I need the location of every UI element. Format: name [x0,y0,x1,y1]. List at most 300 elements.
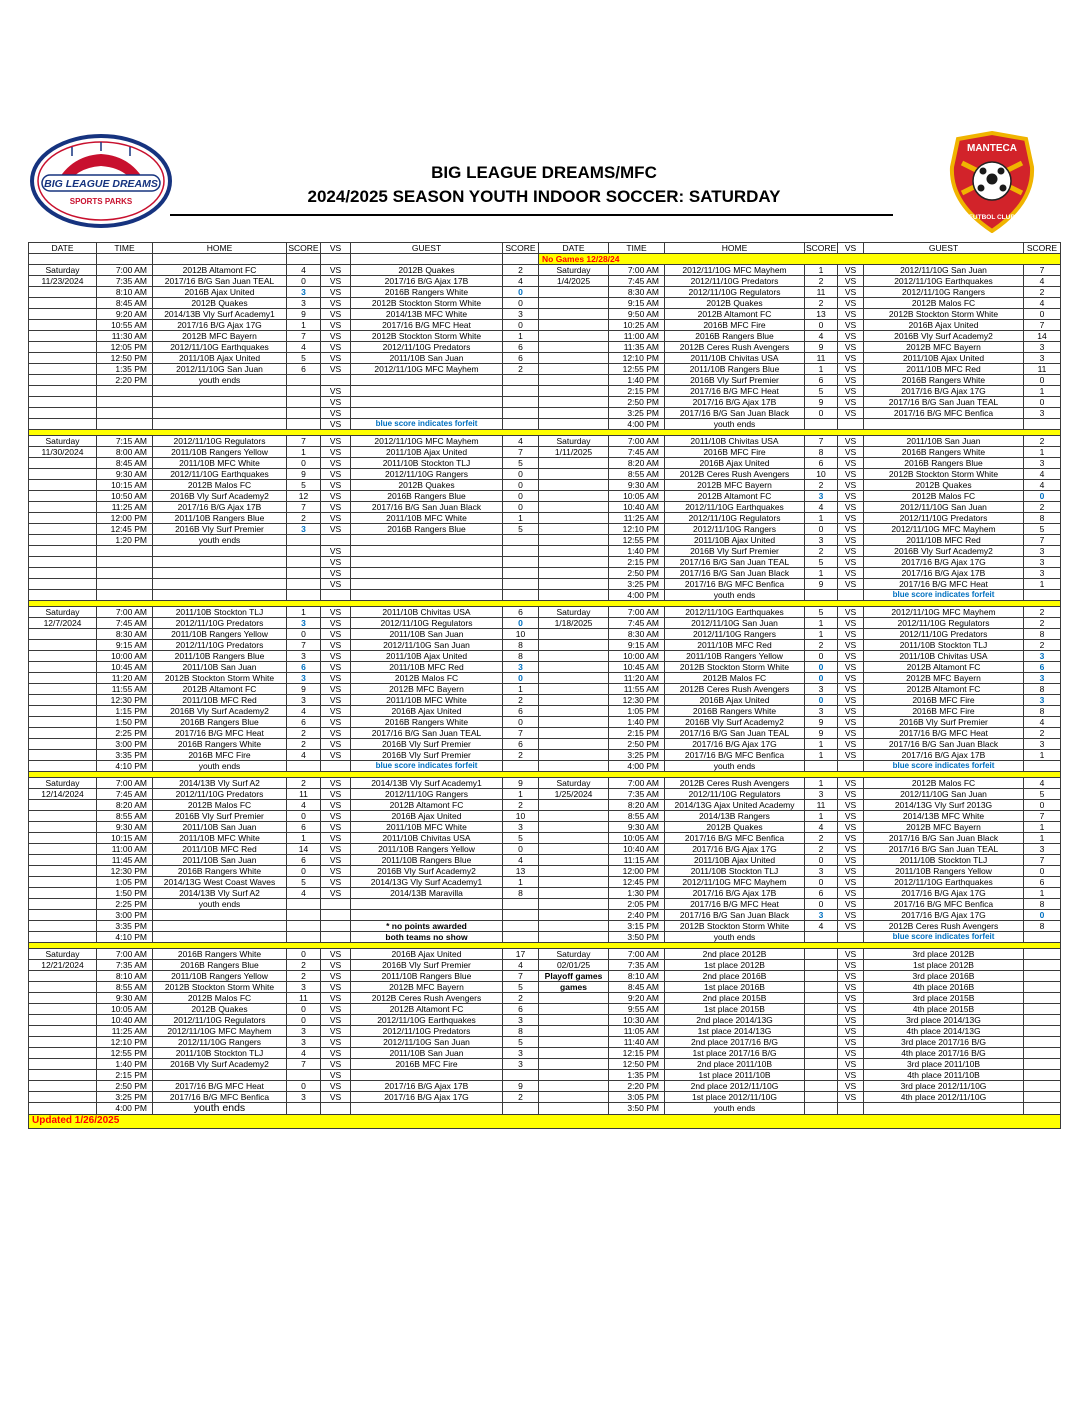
vs-cell: VS [321,877,351,888]
date-cell [29,1048,97,1059]
home-score-cell: 0 [805,651,838,662]
vs-cell: VS [838,1037,864,1048]
guest-score-cell: 0 [1024,910,1061,921]
schedule-row [29,309,1061,320]
home-score-cell: 6 [287,717,321,728]
home-team-cell: 2012/11/10G Earthquakes [153,342,287,353]
guest-score-cell: 3 [1024,695,1061,706]
vs-cell [321,535,351,546]
vs-cell: VS [838,684,864,695]
home-score-cell [287,579,321,590]
guest-score-cell [503,254,539,265]
vs-cell [321,590,351,601]
guest-score-cell [503,899,539,910]
guest-score-cell [1024,1070,1061,1081]
vs-cell: VS [838,888,864,899]
guest-team-cell: 2017/16 B/G Ajax 17G [864,386,1024,397]
home-score-cell: 0 [287,1004,321,1015]
date-cell [539,331,609,342]
schedule-row [29,408,1061,419]
time-cell: 8:20 AM [609,800,665,811]
guest-score-cell [503,397,539,408]
time-cell: 7:45 AM [609,618,665,629]
vs-cell: VS [838,750,864,761]
guest-score-cell: 0 [503,673,539,684]
home-score-cell [287,419,321,430]
home-team-cell: 2012B Stockton Storm White [665,921,805,932]
guest-team-cell: 2011/10B Stockton TLJ [351,458,503,469]
schedule-row [29,833,1061,844]
guest-score-cell: 4 [1024,276,1061,287]
guest-team-cell: 2012B Stockton Storm White [864,469,1024,480]
vs-cell: VS [321,662,351,673]
schedule-row [29,331,1061,342]
home-team-cell: youth ends [665,590,805,601]
guest-team-cell: 2012B Stockton Storm White [864,309,1024,320]
schedule-row [29,458,1061,469]
home-score-cell [287,910,321,921]
home-score-cell: 1 [805,513,838,524]
home-score-cell: 7 [287,1059,321,1070]
time-cell: 1:40 PM [609,546,665,557]
guest-team-cell: 2012B Malos FC [864,491,1024,502]
guest-score-cell [503,1070,539,1081]
vs-cell: VS [838,993,864,1004]
date-cell [539,1004,609,1015]
guest-score-cell [1024,949,1061,960]
guest-team-cell: 2016B Rangers White [351,717,503,728]
time-cell: 12:45 PM [609,877,665,888]
vs-cell: VS [838,436,864,447]
date-cell [539,557,609,568]
home-team-cell: 2014/13B Vly Surf A2 [153,778,287,789]
date-cell: Saturday [539,436,609,447]
column-header-home-score: SCORE [806,242,837,253]
time-cell: 9:15 AM [97,640,153,651]
time-cell: 11:45 AM [97,855,153,866]
vs-cell: VS [838,568,864,579]
guest-team-cell: 2017/16 B/G MFC Benfica [864,408,1024,419]
guest-team-cell: 2012B Altamont FC [864,662,1024,673]
schedule-row [29,789,1061,800]
date-cell [29,1092,97,1103]
date-cell [539,1026,609,1037]
guest-team-cell: both teams no show [351,932,503,943]
date-cell [29,469,97,480]
guest-score-cell [503,557,539,568]
schedule-row [29,342,1061,353]
title-underline [170,214,893,216]
home-score-cell: 1 [805,629,838,640]
guest-team-cell: 4th place 2014/13G [864,1026,1024,1037]
home-team-cell: 2017/16 B/G Ajax 17G [153,320,287,331]
guest-team-cell: 2012B Stockton Storm White [351,298,503,309]
guest-score-cell: 1 [503,513,539,524]
guest-score-cell: 1 [1024,822,1061,833]
schedule-row [29,921,1061,932]
guest-score-cell [503,408,539,419]
guest-team-cell: 2012B Malos FC [864,298,1024,309]
home-score-cell: 3 [805,491,838,502]
date-cell [539,866,609,877]
date-cell [29,397,97,408]
guest-score-cell: 0 [503,320,539,331]
date-cell [29,419,97,430]
time-cell: 2:05 PM [609,899,665,910]
date-cell [539,502,609,513]
time-cell: 3:35 PM [97,921,153,932]
home-team-cell: 2012B Malos FC [153,480,287,491]
guest-score-cell: 0 [1024,397,1061,408]
home-team-cell: 2012/11/10G Regulators [153,1015,287,1026]
time-cell: 9:20 AM [97,309,153,320]
vs-cell: VS [321,717,351,728]
home-score-cell: 4 [805,822,838,833]
guest-score-cell: 1 [1024,888,1061,899]
home-team-cell: 2016B MFC Fire [665,320,805,331]
home-team-cell: 2012B Quakes [153,1004,287,1015]
guest-team-cell: 2016B Ajax United [864,320,1024,331]
date-cell [539,640,609,651]
date-cell [29,524,97,535]
home-score-cell: 4 [287,706,321,717]
guest-team-cell: 2011/10B Chivitas USA [351,607,503,618]
date-cell: 12/21/2024 [29,960,97,971]
home-team-cell: 2012/11/10G Predators [665,276,805,287]
home-team-cell: 2012B Ceres Rush Avengers [665,342,805,353]
home-score-cell: 11 [805,353,838,364]
home-team-cell: 2012/11/10G Regulators [665,513,805,524]
date-cell [539,739,609,750]
home-team-cell: youth ends [665,1103,805,1115]
time-cell: 8:45 AM [609,982,665,993]
vs-cell: VS [838,386,864,397]
time-cell: 1:40 PM [97,1059,153,1070]
schedule-row [29,447,1061,458]
vs-cell: VS [838,640,864,651]
guest-team-cell: 2017/16 B/G San Juan TEAL [351,728,503,739]
guest-team-cell: 2011/10B San Juan [351,629,503,640]
date-cell [29,651,97,662]
date-cell [29,546,97,557]
guest-score-cell: 2 [503,265,539,276]
vs-cell [838,590,864,601]
date-cell [539,844,609,855]
time-cell: 1:40 PM [609,717,665,728]
date-cell [29,1059,97,1070]
vs-cell: VS [838,855,864,866]
vs-cell: VS [838,546,864,557]
guest-team-cell: 2012/11/10G San Juan [351,1037,503,1048]
home-score-cell: 3 [287,1026,321,1037]
guest-team-cell [351,899,503,910]
time-cell: 3:50 PM [609,932,665,943]
schedule-row [29,364,1061,375]
time-cell [97,546,153,557]
guest-team-cell: 2017/16 B/G San Juan TEAL [864,397,1024,408]
time-cell: 8:10 AM [97,287,153,298]
time-cell: 9:15 AM [609,298,665,309]
date-cell [539,1092,609,1103]
time-cell: 7:00 AM [97,949,153,960]
vs-cell: VS [321,706,351,717]
guest-score-cell [503,546,539,557]
vs-cell: VS [321,502,351,513]
guest-team-cell: 2012/11/10G Predators [864,629,1024,640]
guest-score-cell [503,568,539,579]
home-team-cell [153,579,287,590]
guest-team-cell: 2012B Quakes [864,480,1024,491]
guest-team-cell: blue score indicates forfeit [864,590,1024,601]
guest-score-cell: 9 [503,778,539,789]
vs-cell: VS [321,298,351,309]
date-cell [29,309,97,320]
guest-team-cell: 2012/11/10G Earthquakes [864,877,1024,888]
vs-cell: VS [838,309,864,320]
home-score-cell: 12 [287,491,321,502]
home-team-cell [153,419,287,430]
time-cell: 2:15 PM [97,1070,153,1081]
guest-team-cell: 2017/16 B/G San Juan Black [864,833,1024,844]
guest-score-cell: 6 [503,607,539,618]
time-cell: 1:35 PM [97,364,153,375]
time-cell: 12:00 PM [609,866,665,877]
schedule-row [29,888,1061,899]
vs-cell: VS [838,618,864,629]
date-cell [29,739,97,750]
home-score-cell: 11 [805,287,838,298]
home-team-cell: youth ends [153,899,287,910]
guest-team-cell: 2011/10B MFC White [351,822,503,833]
column-header-time: TIME [97,243,153,254]
home-score-cell: 9 [287,684,321,695]
time-cell: 7:00 AM [609,436,665,447]
vs-cell [838,1103,864,1115]
home-score-cell: 11 [287,789,321,800]
vs-cell: VS [838,695,864,706]
time-cell: 11:15 AM [609,855,665,866]
vs-cell: VS [321,419,351,430]
date-cell [539,397,609,408]
schedule-row [29,618,1061,629]
home-team-cell: 2017/16 B/G MFC Heat [153,728,287,739]
schedule-row [29,706,1061,717]
guest-team-cell [864,419,1024,430]
date-cell [29,866,97,877]
home-team-cell: 2011/10B Ajax United [153,353,287,364]
time-cell: 3:00 PM [97,910,153,921]
home-team-cell: 2011/10B Rangers Yellow [153,447,287,458]
home-team-cell: 2017/16 B/G Ajax 17G [665,844,805,855]
vs-cell: VS [838,579,864,590]
vs-cell: VS [321,811,351,822]
home-team-cell: 2016B Ajax United [153,287,287,298]
vs-cell: VS [838,607,864,618]
date-cell [29,855,97,866]
date-cell [539,706,609,717]
vs-cell: VS [321,1081,351,1092]
vs-cell [321,761,351,772]
time-cell: 12:10 PM [97,1037,153,1048]
guest-team-cell: 3rd place 2015B [864,993,1024,1004]
home-team-cell: 2016B Rangers Blue [153,717,287,728]
updated-row [29,1114,1061,1128]
vs-cell: VS [838,265,864,276]
home-score-cell: 6 [287,855,321,866]
home-score-cell: 4 [805,331,838,342]
guest-score-cell: 2 [503,750,539,761]
date-cell [539,320,609,331]
time-cell: 8:30 AM [97,629,153,640]
home-score-cell: 4 [287,888,321,899]
schedule-table [28,242,1061,1129]
time-cell: 3:35 PM [97,750,153,761]
guest-team-cell: 2017/16 B/G San Juan TEAL [864,844,1024,855]
date-cell: 1/18/2025 [539,618,609,629]
guest-score-cell: 0 [503,717,539,728]
vs-cell: VS [838,673,864,684]
time-cell: 7:00 AM [609,265,665,276]
schedule-row [29,607,1061,618]
date-cell: 11/23/2024 [29,276,97,287]
guest-team-cell: 4th place 2012/11/10G [864,1092,1024,1103]
guest-score-cell: 3 [503,822,539,833]
guest-score-cell: 2 [1024,607,1061,618]
guest-score-cell: 2 [503,993,539,1004]
guest-score-cell: 9 [503,1081,539,1092]
home-score-cell: 7 [805,436,838,447]
time-cell: 1:30 PM [609,888,665,899]
time-cell [97,590,153,601]
home-team-cell: 2017/16 B/G Ajax 17B [665,888,805,899]
home-score-cell: 8 [805,447,838,458]
vs-cell: VS [838,557,864,568]
home-team-cell: 2011/10B MFC White [153,833,287,844]
guest-team-cell: 2016B Rangers Blue [351,491,503,502]
home-score-cell [805,1037,838,1048]
vs-cell: VS [838,276,864,287]
guest-score-cell: 7 [503,728,539,739]
time-cell: 9:30 AM [97,469,153,480]
home-score-cell: 1 [287,607,321,618]
home-score-cell [805,932,838,943]
date-cell [29,342,97,353]
date-cell: 02/01/25 [539,960,609,971]
time-cell: 1:15 PM [97,706,153,717]
home-score-cell [287,932,321,943]
time-cell: 4:10 PM [97,761,153,772]
vs-cell: VS [838,1059,864,1070]
date-cell: Saturday [539,949,609,960]
home-score-cell: 9 [287,469,321,480]
home-score-cell: 0 [805,320,838,331]
time-cell [97,557,153,568]
vs-cell: VS [838,513,864,524]
schedule-row [29,899,1061,910]
guest-team-cell: 2014/13B MFC White [351,309,503,320]
column-header-guest-team: GUEST [864,243,1024,254]
home-team-cell: 2016B Vly Surf Premier [153,524,287,535]
vs-cell: VS [321,822,351,833]
time-cell: 11:35 AM [609,342,665,353]
home-score-cell: 3 [287,1037,321,1048]
guest-score-cell: 3 [503,1059,539,1070]
home-team-cell: 2012/11/10G San Juan [665,618,805,629]
vs-cell: VS [321,1092,351,1103]
guest-team-cell: 2012B Malos FC [864,778,1024,789]
date-cell: 11/30/2024 [29,447,97,458]
time-cell: 7:15 AM [97,436,153,447]
vs-cell: VS [321,1070,351,1081]
guest-score-cell: 3 [1024,651,1061,662]
date-cell: 12/14/2024 [29,789,97,800]
guest-score-cell: 1 [1024,579,1061,590]
schedule-row [29,855,1061,866]
home-score-cell: 2 [287,513,321,524]
guest-score-cell: 3 [1024,844,1061,855]
guest-team-cell: 2011/10B MFC Red [351,662,503,673]
home-score-cell: 6 [287,822,321,833]
date-cell: 12/7/2024 [29,618,97,629]
guest-team-cell: 2016B Ajax United [351,706,503,717]
home-team-cell [153,568,287,579]
home-team-cell: 2012/11/10G Predators [153,640,287,651]
date-cell [539,899,609,910]
home-score-cell [805,993,838,1004]
time-cell: 12:00 PM [97,513,153,524]
home-score-cell: 11 [805,800,838,811]
home-team-cell: 2016B Ajax United [665,458,805,469]
vs-cell: VS [321,408,351,419]
date-cell [539,458,609,469]
home-team-cell: 2016B Vly Surf Premier [665,375,805,386]
guest-score-cell: 10 [503,629,539,640]
guest-team-cell: 2014/13B Vly Surf Academy1 [351,778,503,789]
schedule-row [29,1048,1061,1059]
time-cell: 1:50 PM [97,888,153,899]
date-cell [29,535,97,546]
vs-cell: VS [838,800,864,811]
home-team-cell: 2012B Stockton Storm White [153,982,287,993]
updated-note: Updated 1/26/2025 [29,1114,1061,1128]
guest-score-cell [503,932,539,943]
date-cell [539,811,609,822]
time-cell: 12:45 PM [97,524,153,535]
time-cell: 8:55 AM [97,982,153,993]
time-cell: 12:05 PM [97,342,153,353]
home-team-cell: 2012B Ceres Rush Avengers [665,684,805,695]
vs-cell [321,899,351,910]
guest-score-cell: 1 [503,877,539,888]
guest-team-cell: 3rd place 2012/11/10G [864,1081,1024,1092]
vs-cell: VS [321,833,351,844]
time-cell: 3:00 PM [97,739,153,750]
guest-team-cell: 2017/16 B/G San Juan Black [864,739,1024,750]
column-header-guest-score: SCORE [1024,243,1061,254]
time-cell: 10:00 AM [609,651,665,662]
vs-cell: VS [321,1015,351,1026]
date-cell [29,629,97,640]
home-team-cell: 2017/16 B/G San Juan TEAL [665,557,805,568]
date-cell [539,629,609,640]
vs-cell: VS [321,640,351,651]
home-team-cell: 2016B Vly Surf Academy2 [153,491,287,502]
vs-cell: VS [321,607,351,618]
date-cell [539,1048,609,1059]
time-cell: 7:45 AM [97,789,153,800]
home-score-cell [805,419,838,430]
home-score-cell [287,535,321,546]
